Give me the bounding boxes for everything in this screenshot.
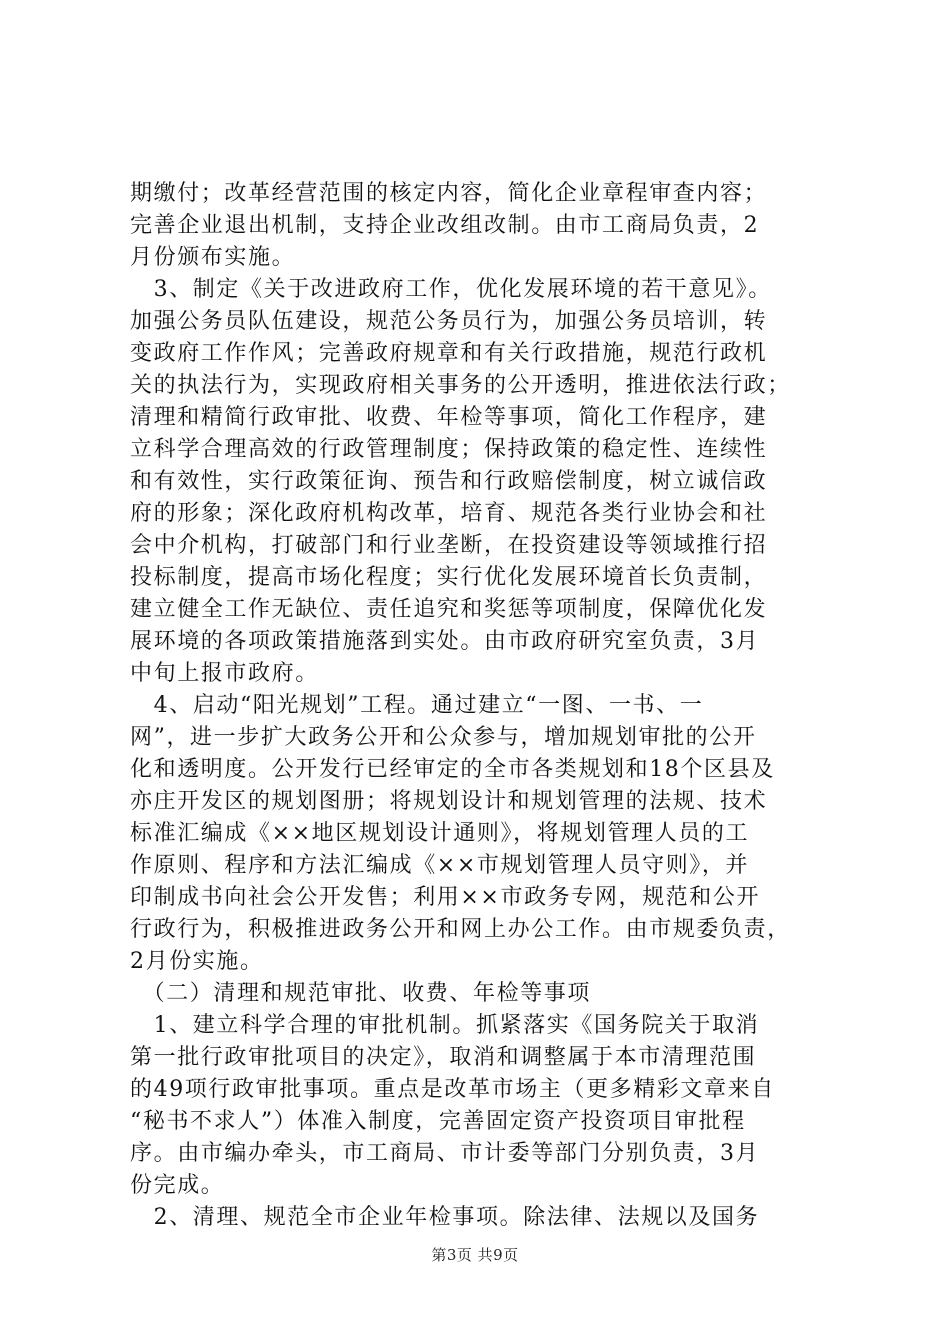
text-line: 关的执法行为，实现政府相关事务的公开透明，推进依法行政； [130, 373, 791, 398]
text-line: 印制成书向社会公开发售；利用××市政务专网，规范和公开 [130, 885, 761, 910]
text-line: 行政行为，积极推进政务公开和网上办公工作。由市规委负责， [130, 917, 791, 942]
text-line: 作原则、程序和方法汇编成《××市规划管理人员守则》，并 [130, 853, 750, 878]
text-line: 中旬上报市政府。 [130, 661, 319, 686]
document-body [130, 178, 830, 1234]
text-line: 2、清理、规范全市企业年检事项。除法律、法规以及国务 [130, 1205, 760, 1230]
text-line: 标准汇编成《××地区规划设计通则》，将规划管理人员的工 [130, 821, 750, 846]
text-line: 份完成。 [130, 1173, 225, 1198]
text-line: 化和透明度。公开发行已经审定的全市各类规划和18个区县及 [130, 757, 775, 782]
text-line: 2月份实施。 [130, 949, 264, 974]
text-line: 和有效性，实行政策征询、预告和行政赔偿制度，树立诚信政 [130, 469, 768, 494]
text-line: 网”，进一步扩大政务公开和公众参与，增加规划审批的公开 [130, 725, 757, 750]
text-line: 展环境的各项政策措施落到实处。由市政府研究室负责，3月 [130, 629, 760, 654]
text-line: 3、制定《关于改进政府工作，优化发展环境的若干意见》。 [130, 277, 772, 302]
text-line: 会中介机构，打破部门和行业垄断，在投资建设等领域推行招 [130, 533, 768, 558]
text-line: 府的形象；深化政府机构改革，培育、规范各类行业协会和社 [130, 501, 768, 526]
text-line: 完善企业退出机制，支持企业改组改制。由市工商局负责，2 [130, 213, 760, 238]
text-line: 期缴付；改革经营范围的核定内容，简化企业章程审查内容； [130, 181, 768, 206]
text-line: 清理和精简行政审批、收费、年检等事项，简化工作程序，建 [130, 405, 768, 430]
text-line: “秘书不求人”）体准入制度，完善固定资产投资项目审批程 [130, 1109, 746, 1134]
text-line: 1、建立科学合理的审批机制。抓紧落实《国务院关于取消 [130, 1013, 760, 1038]
section-heading: （二）清理和规范审批、收费、年检等事项 [130, 981, 592, 1006]
text-line: 投标制度，提高市场化程度；实行优化发展环境首长负责制， [130, 565, 768, 590]
text-line: 亦庄开发区的规划图册；将规划设计和规划管理的法规、技术 [130, 789, 768, 814]
text-line: 第一批行政审批项目的决定》，取消和调整属于本市清理范围 [130, 1045, 757, 1070]
text-line: 4、启动“阳光规划”工程。通过建立“一图、一书、一 [130, 693, 704, 718]
page-footer: 第3页 共9页 [431, 1246, 519, 1264]
text-line: 加强公务员队伍建设，规范公务员行为，加强公务员培训，转 [130, 309, 768, 334]
text-line: 序。由市编办牵头，市工商局、市计委等部门分别负责，3月 [130, 1141, 760, 1166]
text-line: 建立健全工作无缺位、责任追究和奖惩等项制度，保障优化发 [130, 597, 768, 622]
text-line: 立科学合理高效的行政管理制度；保持政策的稳定性、连续性 [130, 437, 768, 462]
text-line: 月份颁布实施。 [130, 245, 296, 270]
text-line: 的49项行政审批事项。重点是改革市场主（更多精彩文章来自 [130, 1077, 775, 1102]
text-line: 变政府工作作风；完善政府规章和有关行政措施，规范行政机 [130, 341, 768, 366]
